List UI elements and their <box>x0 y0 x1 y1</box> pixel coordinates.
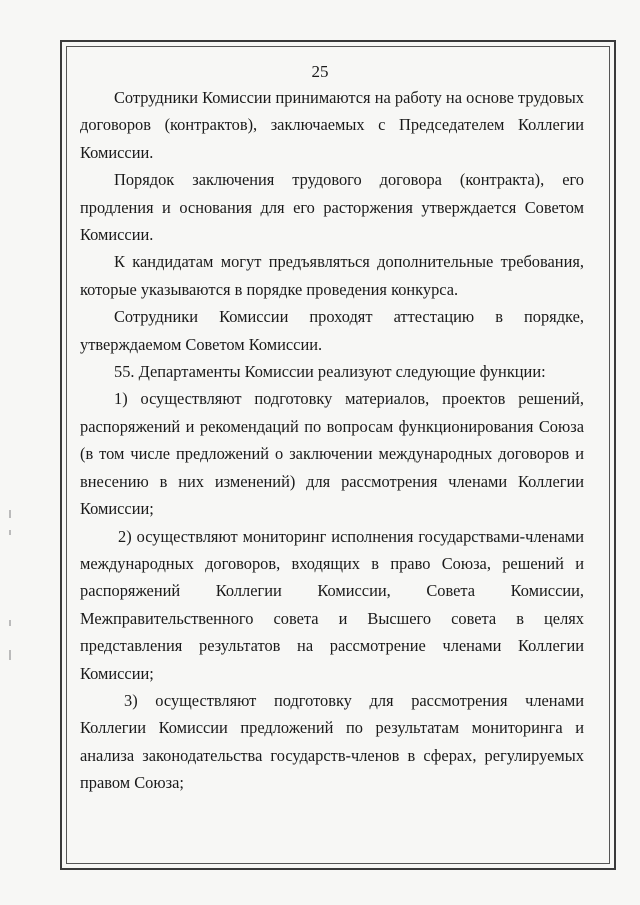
scan-margin-marks <box>4 500 18 700</box>
paragraph-contract-procedure: Порядок заключения трудового договора (контракта), его продления и основания для его расторжения утверждается Советом Комиссии. <box>80 170 584 245</box>
paragraph-departments-functions: 55. Департаменты Комиссии реализуют следующие функции: <box>114 362 546 382</box>
list-item-function-2: 2) осуществляют мониторинг исполнения государствами-членами международных договоров, входящих в право Союза, решений и распоряжений Коллегии Комиссии, Совета Комиссии, Межправительственного совета и Высшего совета в целях представления результатов на рассмотрение членами Коллегии Комиссии; <box>80 526 584 683</box>
paragraph-attestation: Сотрудники Комиссии проходят аттестацию в порядке, утверждаемом Советом Комиссии. <box>80 307 584 354</box>
paragraph-candidate-requirements: К кандидатам могут предъявляться дополнительные требования, которые указываются в порядке проведения конкурса. <box>80 252 584 299</box>
list-item-function-1: 1) осуществляют подготовку материалов, проектов решений, распоряжений и рекомендаций по вопросам функционирования Союза (в том числе предложений о заключении международных договоров и внесению в них изменений) для рассмотрения членами Коллегии Комиссии; <box>80 389 584 519</box>
document-body <box>80 84 584 797</box>
page-number: 25 <box>311 62 329 81</box>
list-item-function-3: 3) осуществляют подготовку для рассмотрения членами Коллегии Комиссии предложений по результатам мониторинга и анализа законодательства государств-членов в сферах, регулируемых правом Союза; <box>80 690 584 793</box>
paragraph-employees-contracts: Сотрудники Комиссии принимаются на работу на основе трудовых договоров (контрактов), заключаемых с Председателем Коллегии Комиссии. <box>80 88 584 162</box>
